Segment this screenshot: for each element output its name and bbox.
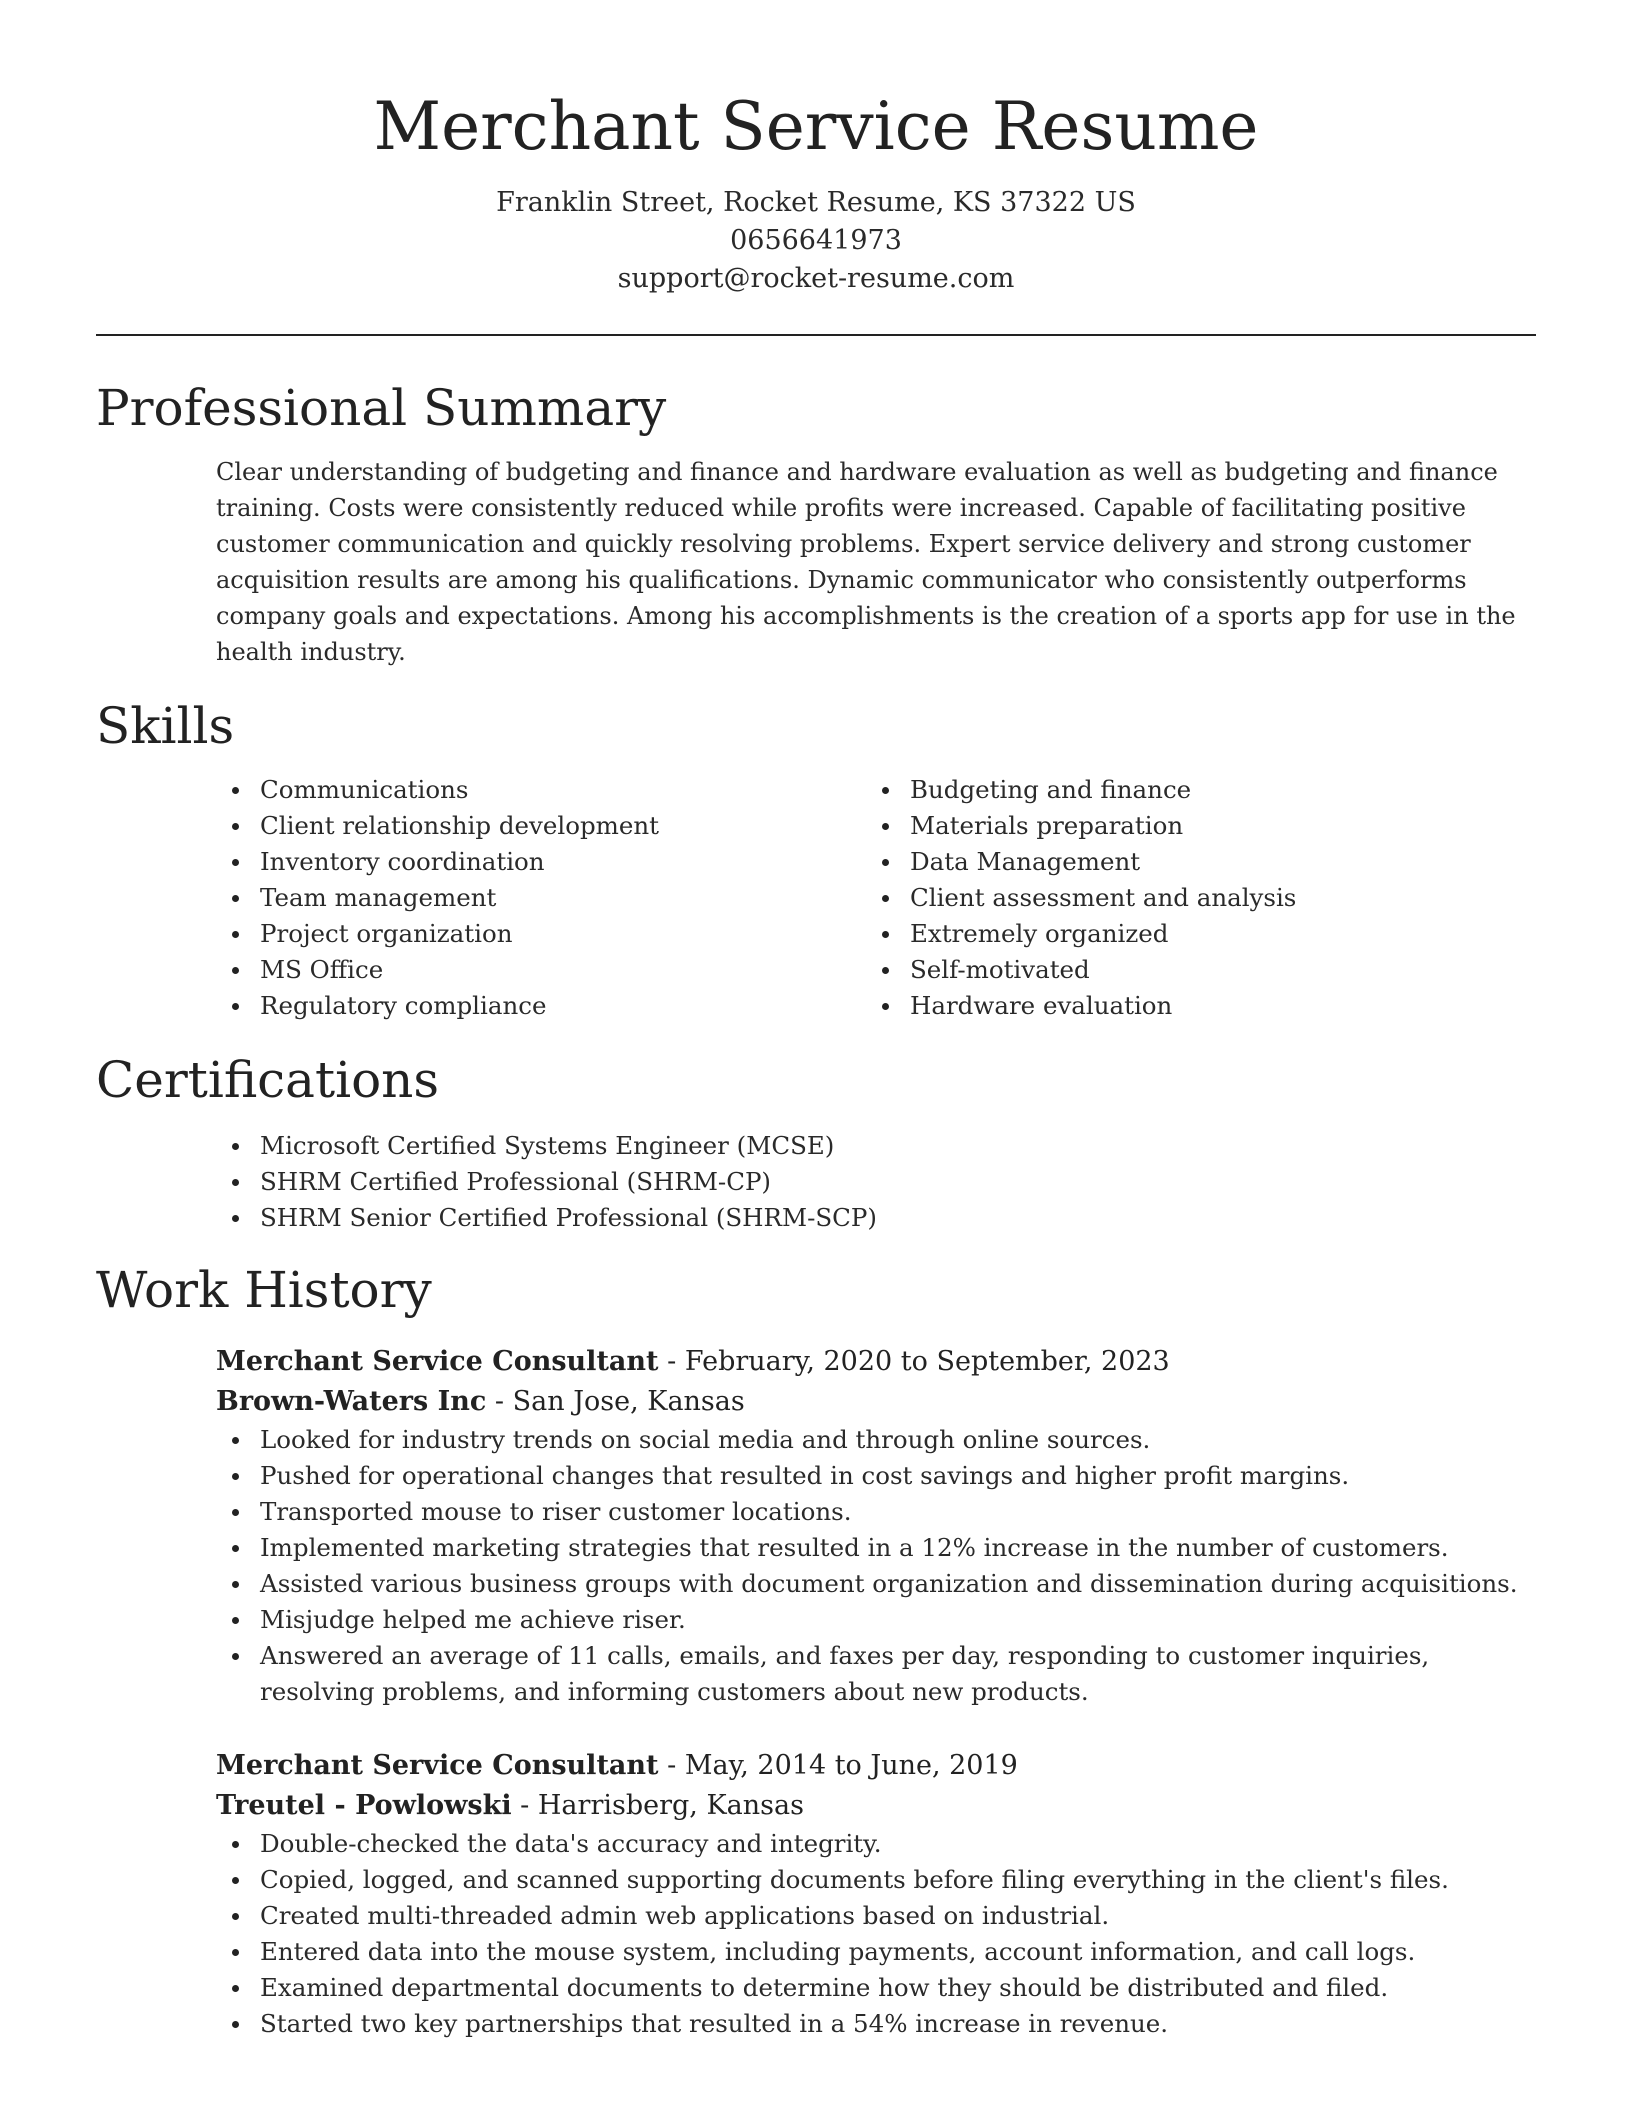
job-bullet-text: Assisted various business groups with document organization and dissemination during acquisitions. — [260, 1569, 1518, 1598]
job-bullet-text: Entered data into the mouse system, including payments, account information, and call logs. — [260, 1937, 1416, 1966]
job-bullet — [216, 1458, 1536, 1494]
skill-item — [216, 916, 866, 952]
skill-item — [216, 988, 866, 1024]
bullet-icon — [232, 859, 239, 866]
skill-item — [216, 880, 866, 916]
job-bullet — [216, 1494, 1536, 1530]
job-bullet-text: Created multi-threaded admin web applications based on industrial. — [260, 1901, 1110, 1930]
job-entry-2 — [216, 1746, 1536, 2042]
job-bullet — [216, 1422, 1536, 1458]
job-separator: - — [667, 1750, 685, 1781]
job-bullet — [216, 1530, 1536, 1566]
job-bullets — [216, 1826, 1536, 2042]
job-bullet-text: Misjudge helped me achieve riser. — [260, 1605, 686, 1634]
bullet-icon — [232, 1437, 239, 1444]
bullet-icon — [232, 1913, 239, 1920]
skill-item — [866, 772, 1516, 808]
certification-label: SHRM Senior Certified Professional (SHRM-SCP) — [260, 1203, 877, 1232]
certification-label: SHRM Certified Professional (SHRM-CP) — [260, 1167, 771, 1196]
job-bullet-text: Examined departmental documents to determine how they should be distributed and filed. — [260, 1973, 1389, 2002]
skills-heading: Skills — [96, 697, 235, 755]
job-bullet — [216, 1862, 1536, 1898]
contact-email: support@rocket-resume.com — [617, 263, 1015, 294]
job-dates: February, 2020 to September, 2023 — [684, 1346, 1170, 1377]
job-company-line — [216, 1382, 1536, 1422]
skill-item — [216, 808, 866, 844]
skills-list-left — [216, 772, 866, 1024]
skill-item — [866, 916, 1516, 952]
job-company-line — [216, 1786, 1536, 1826]
job-title-line — [216, 1342, 1536, 1382]
bullet-icon — [232, 823, 239, 830]
skill-label: Extremely organized — [910, 919, 1169, 948]
bullet-icon — [232, 1143, 239, 1150]
job-location: Harrisberg, Kansas — [537, 1790, 804, 1821]
bullet-icon — [232, 1545, 239, 1552]
bullet-icon — [232, 1215, 239, 1222]
work-history-heading: Work History — [96, 1261, 432, 1319]
job-bullet-text: Looked for industry trends on social media and through online sources. — [260, 1425, 1151, 1454]
bullet-icon — [232, 1003, 239, 1010]
skill-item — [866, 880, 1516, 916]
bullet-icon — [882, 895, 889, 902]
bullet-icon — [232, 2021, 239, 2028]
job-bullet — [216, 2006, 1536, 2042]
bullet-icon — [882, 931, 889, 938]
job-separator: - — [520, 1790, 538, 1821]
certifications-list — [216, 1128, 1516, 1236]
certification-item — [216, 1164, 1516, 1200]
skill-label: Budgeting and finance — [910, 775, 1192, 804]
skill-label: Regulatory compliance — [260, 991, 547, 1020]
bullet-icon — [232, 895, 239, 902]
job-bullet — [216, 1638, 1536, 1710]
certification-item — [216, 1200, 1516, 1236]
job-bullet-text: Double-checked the data's accuracy and integrity. — [260, 1829, 882, 1858]
bullet-icon — [232, 1509, 239, 1516]
skill-item — [866, 988, 1516, 1024]
skills-grid — [216, 772, 1516, 1024]
job-dates: May, 2014 to June, 2019 — [684, 1750, 1018, 1781]
skill-label: MS Office — [260, 955, 384, 984]
summary-text: Clear understanding of budgeting and finance and hardware evaluation as well as budgeting and finance training. Costs were consistently reduced while profits were increased. Capable of facilitating positive customer communication and quickly resolving problems. Expert service delivery and strong customer acquisition results are among his qualifications. Dynamic communicator who consistently outperforms company goals and expectations. Among his accomplishments is the creation of a sports app for use in the health industry. — [216, 458, 1516, 666]
certifications-heading: Certifications — [96, 1051, 440, 1109]
resume-header — [96, 0, 1536, 298]
job-role: Merchant Service Consultant — [216, 1346, 659, 1377]
job-bullets — [216, 1422, 1536, 1710]
job-bullet — [216, 1602, 1536, 1638]
job-bullet — [216, 1566, 1536, 1602]
job-title-line — [216, 1746, 1536, 1786]
bullet-icon — [882, 787, 889, 794]
certification-item — [216, 1128, 1516, 1164]
bullet-icon — [232, 1617, 239, 1624]
skill-label: Inventory coordination — [260, 847, 545, 876]
job-entry-1 — [216, 1342, 1536, 1710]
bullet-icon — [232, 1949, 239, 1956]
job-bullet-text: Pushed for operational changes that resulted in cost savings and higher profit margins. — [260, 1461, 1350, 1490]
contact-address: Franklin Street, Rocket Resume, KS 37322 US — [496, 187, 1136, 218]
job-bullet — [216, 1898, 1536, 1934]
job-bullet-text: Copied, logged, and scanned supporting documents before filing everything in the client's files. — [260, 1865, 1449, 1894]
skill-label: Hardware evaluation — [910, 991, 1173, 1020]
skill-item — [216, 844, 866, 880]
skill-label: Team management — [260, 883, 497, 912]
job-bullet-text: Implemented marketing strategies that resulted in a 12% increase in the number of customers. — [260, 1533, 1449, 1562]
resume-title: Merchant Service Resume — [373, 88, 1259, 165]
header-divider — [96, 334, 1536, 336]
bullet-icon — [232, 967, 239, 974]
bullet-icon — [232, 1473, 239, 1480]
job-bullet-text: Transported mouse to riser customer locations. — [260, 1497, 852, 1526]
job-bullet — [216, 1970, 1536, 2006]
job-bullet — [216, 1826, 1536, 1862]
resume-page — [96, 0, 1536, 2112]
skill-label: Communications — [260, 775, 469, 804]
skill-item — [866, 808, 1516, 844]
skills-column-right — [866, 772, 1516, 1024]
skill-label: Materials preparation — [910, 811, 1184, 840]
skill-label: Client relationship development — [260, 811, 659, 840]
bullet-icon — [232, 1877, 239, 1884]
bullet-icon — [232, 787, 239, 794]
skill-label: Self-motivated — [910, 955, 1090, 984]
skill-item — [866, 844, 1516, 880]
bullet-icon — [882, 823, 889, 830]
certifications-list-wrap — [216, 1128, 1516, 1236]
bullet-icon — [232, 931, 239, 938]
skills-column-left — [216, 772, 866, 1024]
skills-list-right — [866, 772, 1516, 1024]
job-bullet-text: Started two key partnerships that resulted in a 54% increase in revenue. — [260, 2009, 1169, 2038]
job-bullet — [216, 1934, 1536, 1970]
job-location: San Jose, Kansas — [512, 1386, 745, 1417]
bullet-icon — [882, 859, 889, 866]
bullet-icon — [232, 1985, 239, 1992]
skill-label: Project organization — [260, 919, 513, 948]
job-bullet-text: Answered an average of 11 calls, emails, and faxes per day, responding to customer inquiries, resolving problems, and informing customers about new products. — [260, 1641, 1430, 1706]
bullet-icon — [232, 1653, 239, 1660]
skill-label: Data Management — [910, 847, 1141, 876]
skill-item — [216, 952, 866, 988]
job-role: Merchant Service Consultant — [216, 1750, 659, 1781]
skill-label: Client assessment and analysis — [910, 883, 1297, 912]
contact-phone: 0656641973 — [730, 225, 902, 256]
bullet-icon — [882, 1003, 889, 1010]
job-company: Brown-Waters Inc — [216, 1386, 487, 1417]
bullet-icon — [232, 1581, 239, 1588]
contact-block — [96, 184, 1536, 298]
job-separator: - — [494, 1386, 513, 1417]
summary-heading: Professional Summary — [96, 379, 667, 437]
certification-label: Microsoft Certified Systems Engineer (MCSE) — [260, 1131, 835, 1160]
job-separator: - — [667, 1346, 685, 1377]
skill-item — [866, 952, 1516, 988]
bullet-icon — [232, 1179, 239, 1186]
skill-item — [216, 772, 866, 808]
job-company: Treutel - Powlowski — [216, 1790, 512, 1821]
bullet-icon — [882, 967, 889, 974]
bullet-icon — [232, 1841, 239, 1848]
